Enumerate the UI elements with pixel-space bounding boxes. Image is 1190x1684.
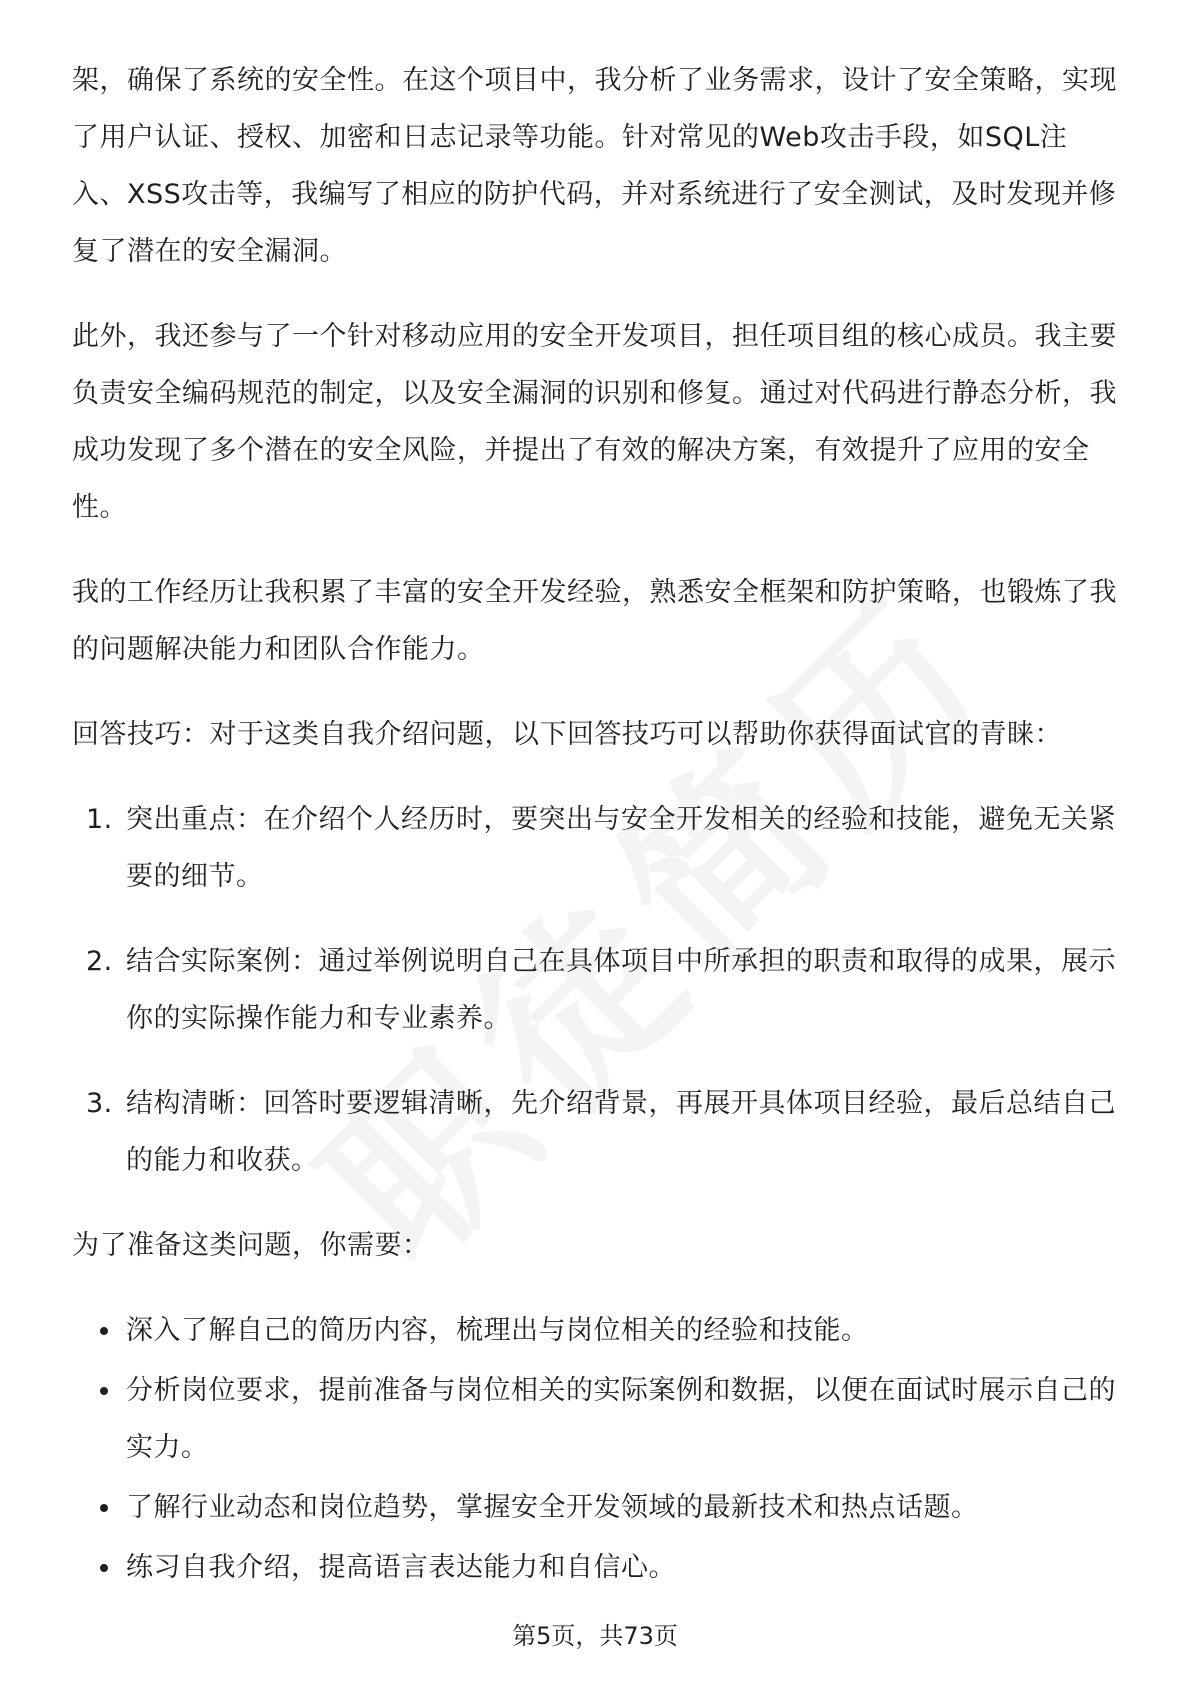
list-item <box>72 1075 1118 1189</box>
list-item-text: 结构清晰：回答时要逻辑清晰，先介绍背景，再展开具体项目经验，最后总结自己的能力和收获。 <box>126 1088 1116 1176</box>
list-item-text: 了解行业动态和岗位趋势，掌握安全开发领域的最新技术和热点话题。 <box>126 1492 979 1523</box>
list-item <box>72 791 1118 905</box>
paragraph-mobile-project: 此外，我还参与了一个针对移动应用的安全开发项目，担任项目组的核心成员。我主要负责安全编码规范的制定，以及安全漏洞的识别和修复。通过对代码进行静态分析，我成功发现了多个潜在的安全风险，并提出了有效的解决方案，有效提升了应用的安全性。 <box>72 321 1117 523</box>
paragraph-prep-intro: 为了准备这类问题，你需要： <box>72 1230 430 1261</box>
list-number: 3. <box>86 1088 113 1119</box>
list-item-text: 结合实际案例：通过举例说明自己在具体项目中所承担的职责和取得的成果，展示你的实际操作能力和专业素养。 <box>126 946 1116 1034</box>
list-item-text: 练习自我介绍，提高语言表达能力和自信心。 <box>126 1552 676 1583</box>
list-item <box>72 933 1118 1047</box>
list-item <box>72 1362 1118 1476</box>
list-item-text: 分析岗位要求，提前准备与岗位相关的实际案例和数据，以便在面试时展示自己的实力。 <box>126 1375 1116 1463</box>
bullet-icon <box>100 1564 108 1572</box>
list-item-text: 突出重点：在介绍个人经历时，要突出与安全开发相关的经验和技能，避免无关紧要的细节。 <box>126 804 1116 892</box>
list-item <box>72 1539 1118 1596</box>
paragraph-project-security: 架，确保了系统的安全性。在这个项目中，我分析了业务需求，设计了安全策略，实现了用户认证、授权、加密和日志记录等功能。针对常见的Web攻击手段，如SQL注入、XSS攻击等，我编写了相应的防护代码，并对系统进行了安全测试，及时发现并修复了潜在的安全漏洞。 <box>72 65 1117 267</box>
bullet-icon <box>100 1387 108 1395</box>
list-item <box>72 1479 1118 1536</box>
paragraph-experience-summary: 我的工作经历让我积累了丰富的安全开发经验，熟悉安全框架和防护策略，也锻炼了我的问题解决能力和团队合作能力。 <box>72 577 1117 665</box>
list-item <box>72 1302 1118 1359</box>
bullet-icon <box>100 1327 108 1335</box>
prep-list <box>72 1302 1118 1596</box>
page-number: 第5页，共73页 <box>512 1622 678 1650</box>
tips-list <box>72 791 1118 1189</box>
list-item-text: 深入了解自己的简历内容，梳理出与岗位相关的经验和技能。 <box>126 1315 869 1346</box>
list-number: 1. <box>86 804 113 835</box>
document-body <box>72 52 1118 1599</box>
list-number: 2. <box>86 946 113 977</box>
paragraph-answer-tips-intro: 回答技巧：对于这类自我介绍问题，以下回答技巧可以帮助你获得面试官的青睐： <box>72 719 1062 750</box>
bullet-icon <box>100 1504 108 1512</box>
